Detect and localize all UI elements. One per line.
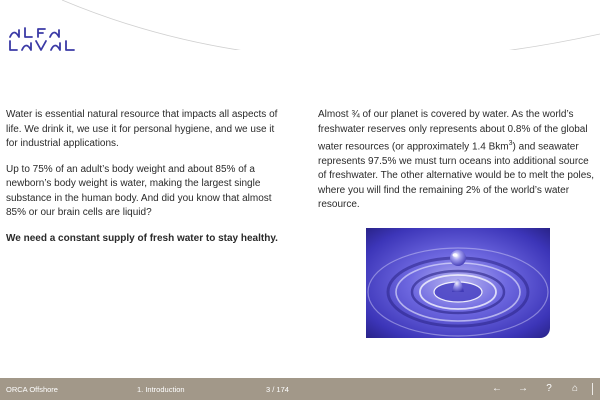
previous-arrow-icon[interactable]: ← bbox=[492, 383, 502, 394]
alfa-laval-logo bbox=[8, 26, 90, 52]
left-paragraph-1: Water is essential natural resource that impacts all aspects of life. We drink it, we use it for personal hygiene, and we use it for industrial applications. bbox=[6, 109, 278, 149]
next-arrow-icon[interactable]: → bbox=[518, 383, 528, 394]
course-title: ORCA Offshore bbox=[6, 385, 58, 394]
right-text-column bbox=[318, 108, 596, 224]
home-icon[interactable]: ⌂ bbox=[571, 383, 579, 394]
water-drop-image bbox=[366, 228, 550, 338]
footer-bar bbox=[0, 378, 600, 400]
left-paragraph-2: Up to 75% of an adult’s body weight and about 85% of a newborn’s body weight is water, making the largest single substance in the human body. And did you know that almost 85% or our brain cells are liquid? bbox=[6, 163, 272, 218]
right-paragraph-1-part-b: ) and seawater represents 97.5% we must turn oceans into additional source of freshwater. The other alternative would be to melt the poles, where you will find the remaining 2% of the world’s water resource. bbox=[318, 141, 595, 211]
footer-separator bbox=[592, 383, 593, 395]
header-arc-decoration bbox=[0, 0, 600, 50]
right-paragraph-1 bbox=[318, 108, 596, 213]
chapter-title: 1. Introduction bbox=[137, 385, 185, 394]
cubic-superscript: 3 bbox=[508, 140, 513, 147]
help-icon[interactable]: ? bbox=[546, 383, 552, 394]
page-indicator: 3 / 174 bbox=[266, 385, 289, 394]
left-paragraph-3-bold: We need a constant supply of fresh water to stay healthy. bbox=[6, 232, 278, 244]
right-paragraph-1-part-a: Almost ¾ of our planet is covered by water. As the world’s freshwater reserves only represents about 0.8% of the global water resources (or approximately 1.4 Bkm bbox=[318, 109, 588, 153]
left-text-column bbox=[6, 108, 288, 257]
